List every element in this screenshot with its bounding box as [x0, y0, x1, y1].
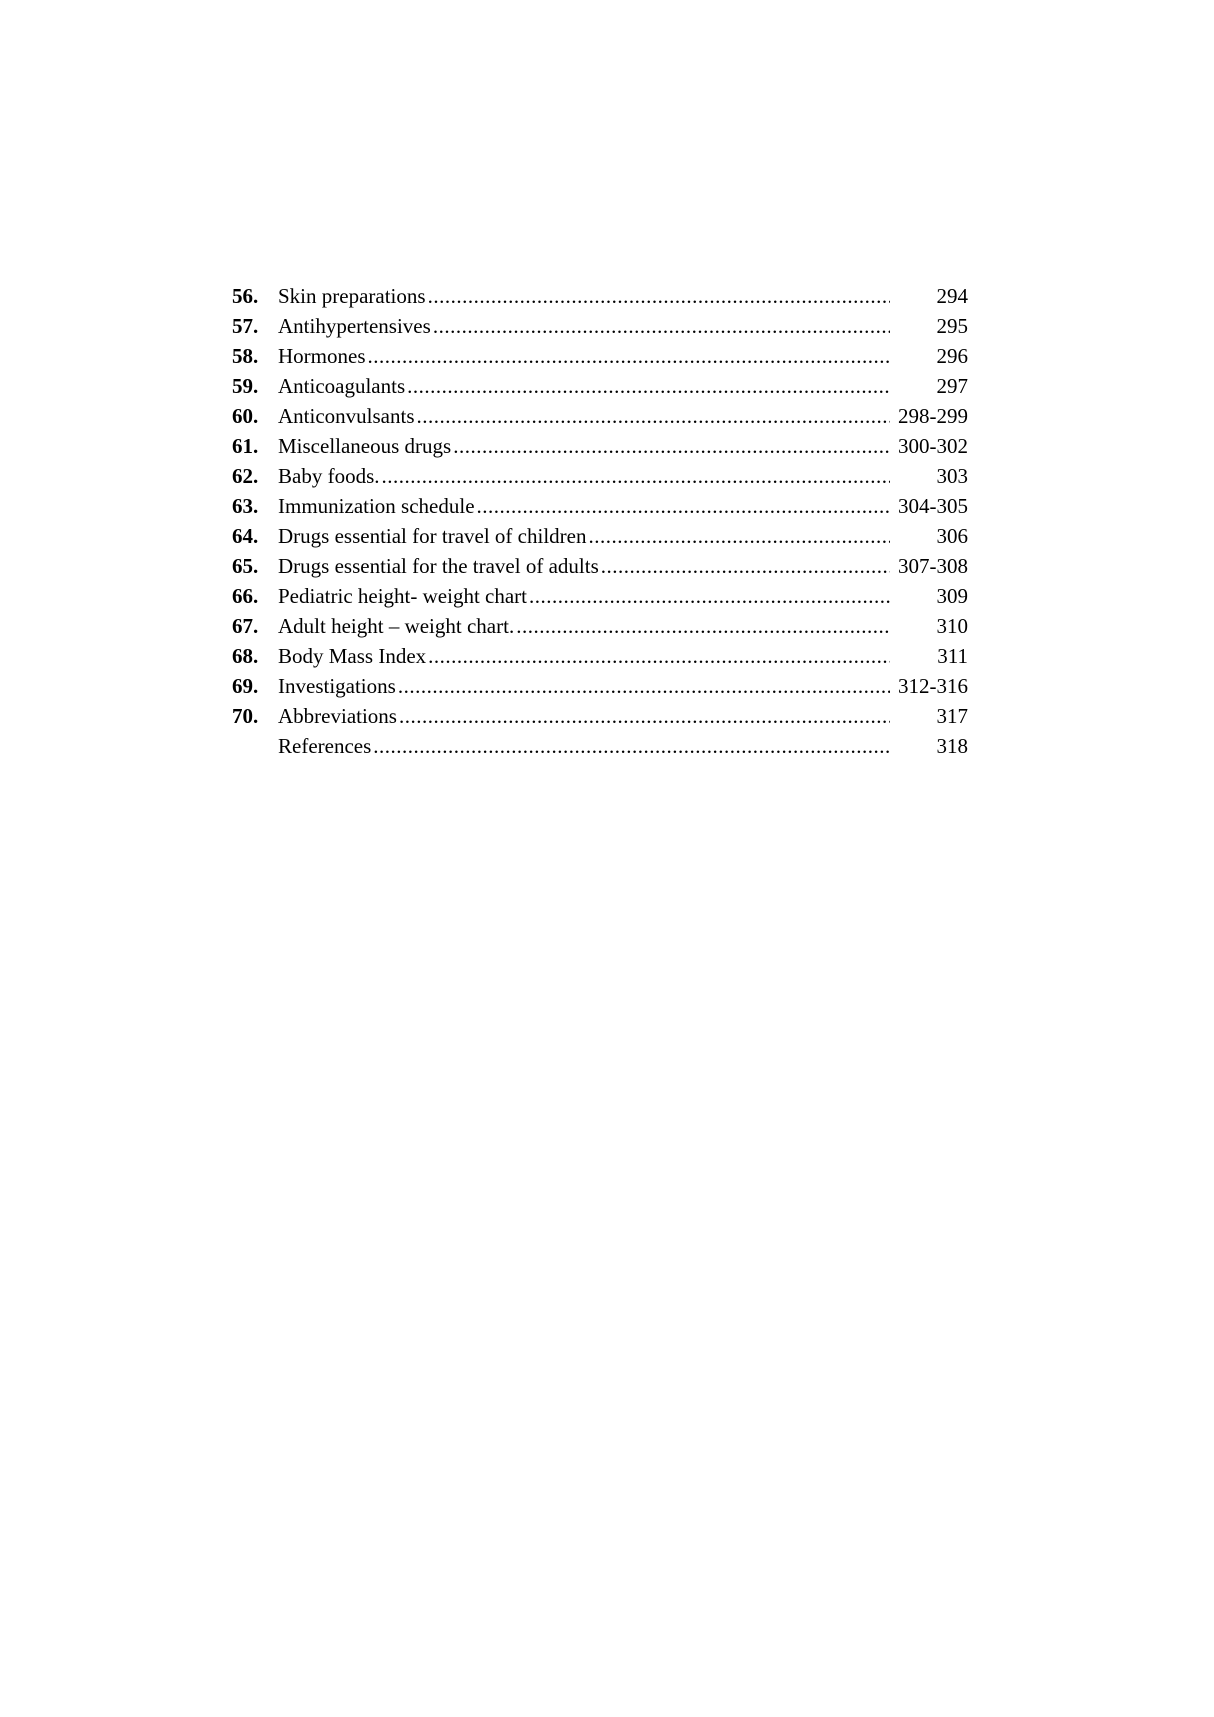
- toc-entry[interactable]: [232, 431, 968, 461]
- toc-entry[interactable]: [232, 521, 968, 551]
- toc-entry-title: Hormones: [278, 344, 366, 368]
- toc-entry-number: 56.: [232, 284, 259, 308]
- toc-entry-title: Immunization schedule: [278, 494, 475, 518]
- toc-dot-leader: [477, 491, 890, 521]
- toc-dot-leader: [529, 581, 890, 611]
- toc-entry-title: Baby foods.: [278, 464, 380, 488]
- toc-entry-number: 65.: [232, 554, 259, 578]
- toc-entry[interactable]: [232, 731, 968, 761]
- toc-entry-title: Abbreviations: [278, 704, 397, 728]
- toc-dot-leader: [428, 641, 890, 671]
- toc-entry-page: 312-316: [898, 674, 968, 698]
- toc-entry[interactable]: [232, 671, 968, 701]
- toc-entry[interactable]: [232, 401, 968, 431]
- toc-entry-page: 300-302: [898, 434, 968, 458]
- toc-entry-title: Drugs essential for travel of children: [278, 524, 587, 548]
- table-of-contents: [232, 281, 968, 761]
- toc-entry[interactable]: [232, 371, 968, 401]
- toc-entry[interactable]: [232, 341, 968, 371]
- toc-entry-number: 67.: [232, 614, 259, 638]
- toc-entry-page: 310: [936, 614, 968, 638]
- toc-entry[interactable]: [232, 611, 968, 641]
- toc-entry-title: Anticonvulsants: [278, 404, 415, 428]
- toc-dot-leader: [382, 461, 891, 491]
- toc-entry-title: Skin preparations: [278, 284, 426, 308]
- toc-entry-page: 296: [936, 344, 968, 368]
- toc-dot-leader: [433, 311, 890, 341]
- toc-entry-title: Pediatric height- weight chart: [278, 584, 527, 608]
- toc-entry-title: Miscellaneous drugs: [278, 434, 452, 458]
- toc-entry-page: 306: [936, 524, 968, 548]
- toc-entry[interactable]: [232, 641, 968, 671]
- toc-entry-number: 62.: [232, 464, 259, 488]
- toc-entry-title: Adult height – weight chart.: [278, 614, 515, 638]
- toc-entry[interactable]: [232, 581, 968, 611]
- toc-dot-leader: [417, 401, 891, 431]
- toc-entry-number: 57.: [232, 314, 259, 338]
- toc-entry-number: 70.: [232, 704, 259, 728]
- toc-entry-page: 303: [936, 464, 968, 488]
- toc-entry-page: 317: [936, 704, 968, 728]
- toc-entry-page: 309: [936, 584, 968, 608]
- toc-entry-page: 304-305: [898, 494, 968, 518]
- toc-entry-number: 68.: [232, 644, 259, 668]
- toc-entry-number: 58.: [232, 344, 259, 368]
- toc-entry[interactable]: [232, 281, 968, 311]
- toc-entry-page: 298-299: [898, 404, 968, 428]
- toc-entry-number: 69.: [232, 674, 259, 698]
- toc-entry[interactable]: [232, 491, 968, 521]
- toc-dot-leader: [368, 341, 891, 371]
- toc-dot-leader: [516, 611, 890, 641]
- toc-entry-number: 64.: [232, 524, 259, 548]
- toc-entry-title: Investigations: [278, 674, 396, 698]
- toc-entry-page: 318: [936, 734, 968, 758]
- toc-dot-leader: [588, 521, 890, 551]
- toc-entry-title: Anticoagulants: [278, 374, 406, 398]
- toc-dot-leader: [373, 731, 890, 761]
- toc-dot-leader: [407, 371, 890, 401]
- toc-entry-title: Body Mass Index: [278, 644, 427, 668]
- toc-entry-number: 66.: [232, 584, 259, 608]
- toc-dot-leader: [601, 551, 890, 581]
- toc-entry-number: 60.: [232, 404, 259, 428]
- toc-entry-page: 311: [937, 644, 968, 668]
- toc-entry[interactable]: [232, 311, 968, 341]
- toc-entry-number: 61.: [232, 434, 259, 458]
- toc-entry-page: 307-308: [898, 554, 968, 578]
- toc-entry[interactable]: [232, 701, 968, 731]
- toc-dot-leader: [399, 701, 890, 731]
- toc-entry-page: 295: [936, 314, 968, 338]
- toc-entry-title: References: [278, 734, 372, 758]
- toc-dot-leader: [398, 671, 890, 701]
- toc-entry-page: 297: [936, 374, 968, 398]
- toc-entry[interactable]: [232, 551, 968, 581]
- toc-entry-title: Drugs essential for the travel of adults: [278, 554, 599, 578]
- toc-dot-leader: [453, 431, 890, 461]
- toc-dot-leader: [428, 281, 890, 311]
- toc-entry-number: 59.: [232, 374, 259, 398]
- toc-entry[interactable]: [232, 461, 968, 491]
- toc-entry-title: Antihypertensives: [278, 314, 431, 338]
- toc-entry-number: 63.: [232, 494, 259, 518]
- toc-entry-page: 294: [936, 284, 968, 308]
